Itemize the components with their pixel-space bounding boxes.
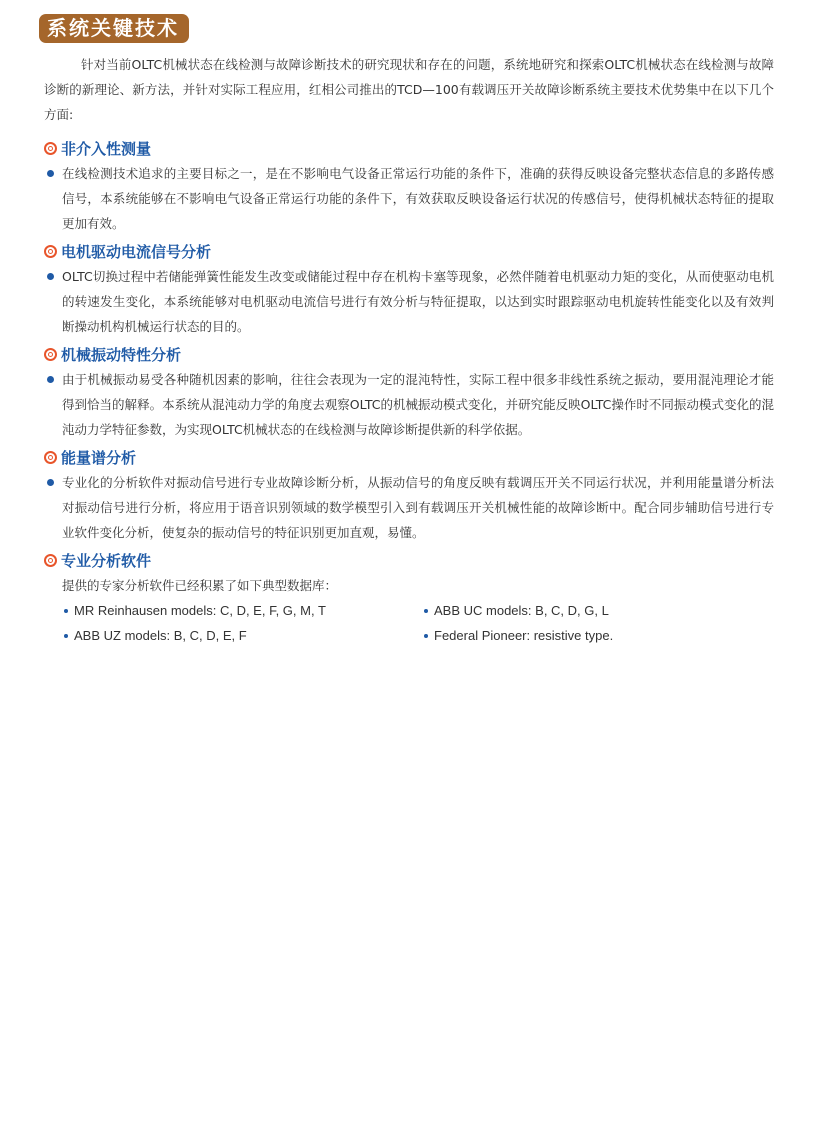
list-item xyxy=(62,598,422,623)
section-title: 非介入性测量 xyxy=(61,139,152,158)
section-body-text: 在线检测技术追求的主要目标之一，是在不影响电气设备正常运行功能的条件下，准确的获得反映设备完整状态信息的多路传感信号，本系统能够在不影响电气设备正常运行功能的条件下，有效获取反映设备运行状况的传感信号，使得机械状态特征的提取更加有效。 xyxy=(62,166,774,231)
section-body xyxy=(44,161,774,236)
section-title: 机械振动特性分析 xyxy=(61,345,182,364)
bullet-icon xyxy=(47,479,54,486)
section-header xyxy=(44,135,774,161)
section-energy-spectrum xyxy=(44,444,774,545)
software-intro: 提供的专家分析软件已经积累了如下典型数据库： xyxy=(62,578,338,593)
section-software xyxy=(44,547,774,648)
bullet-icon xyxy=(424,609,428,613)
bullet-icon xyxy=(64,634,68,638)
section-body xyxy=(44,264,774,339)
database-name: MR Reinhausen models: C, D, E, F, G, M, T xyxy=(74,603,326,618)
section-title: 电机驱动电流信号分析 xyxy=(61,242,212,261)
section-body-text: 由于机械振动易受各种随机因素的影响，往往会表现为一定的混沌特性，实际工程中很多非线性系统之振动，要用混沌理论才能得到恰当的解释。本系统从混沌动力学的角度去观察OLTC的机械振动模式变化，并研究能反映OLTC操作时不同振动模式变化的混沌动力学特征参数，为实现OLTC机械状态的在线检测与故障诊断提供新的科学依据。 xyxy=(62,372,774,437)
section-vibration xyxy=(44,341,774,442)
section-title: 专业分析软件 xyxy=(61,551,152,570)
intro-paragraph: 针对当前OLTC机械状态在线检测与故障诊断技术的研究现状和存在的问题，系统地研究和探索OLTC机械状态在线检测与故障诊断的新理论、新方法，并针对实际工程应用，红相公司推出的TCD—100有载调压开关故障诊断系统主要技术优势集中在以下几个方面: xyxy=(44,57,774,122)
database-name: ABB UZ models: B, C, D, E, F xyxy=(74,628,247,643)
section-motor-current xyxy=(44,238,774,339)
section-header xyxy=(44,444,774,470)
database-list xyxy=(44,598,774,648)
section-header xyxy=(44,341,774,367)
section-title: 能量谱分析 xyxy=(61,448,137,467)
database-name: Federal Pioneer: resistive type. xyxy=(434,628,614,643)
bullet-icon xyxy=(47,273,54,280)
bullet-icon xyxy=(47,376,54,383)
section-body xyxy=(44,470,774,545)
double-circle-icon xyxy=(44,451,57,464)
bullet-icon xyxy=(424,634,428,638)
bullet-icon xyxy=(64,609,68,613)
section-header xyxy=(44,547,774,573)
double-circle-icon xyxy=(44,348,57,361)
double-circle-icon xyxy=(44,142,57,155)
list-item xyxy=(422,598,782,623)
list-item xyxy=(62,623,422,648)
section-body xyxy=(44,367,774,442)
section-non-intrusive xyxy=(44,135,774,236)
main-content xyxy=(44,52,774,648)
double-circle-icon xyxy=(44,554,57,567)
section-body-text: 专业化的分析软件对振动信号进行专业故障诊断分析，从振动信号的角度反映有载调压开关不同运行状况，并利用能量谱分析法对振动信号进行分析，将应用于语音识别领域的数学模型引入到有载调压开关机械性能的故障诊断中。配合同步辅助信号进行专业软件变化分析，使复杂的振动信号的特征识别更加直观，易懂。 xyxy=(62,475,774,540)
bullet-icon xyxy=(47,170,54,177)
page-title: 系统关键技术 xyxy=(39,14,189,43)
section-body-text: OLTC切换过程中若储能弹簧性能发生改变或储能过程中存在机构卡塞等现象，必然伴随着电机驱动力矩的变化，从而使驱动电机的转速发生变化，本系统能够对电机驱动电流信号进行有效分析与特征提取，以达到实时跟踪驱动电机旋转性能变化以及有效判断操动机构机械运行状态的目的。 xyxy=(62,269,774,334)
double-circle-icon xyxy=(44,245,57,258)
list-item xyxy=(422,623,782,648)
database-name: ABB UC models: B, C, D, G, L xyxy=(434,603,609,618)
section-header xyxy=(44,238,774,264)
